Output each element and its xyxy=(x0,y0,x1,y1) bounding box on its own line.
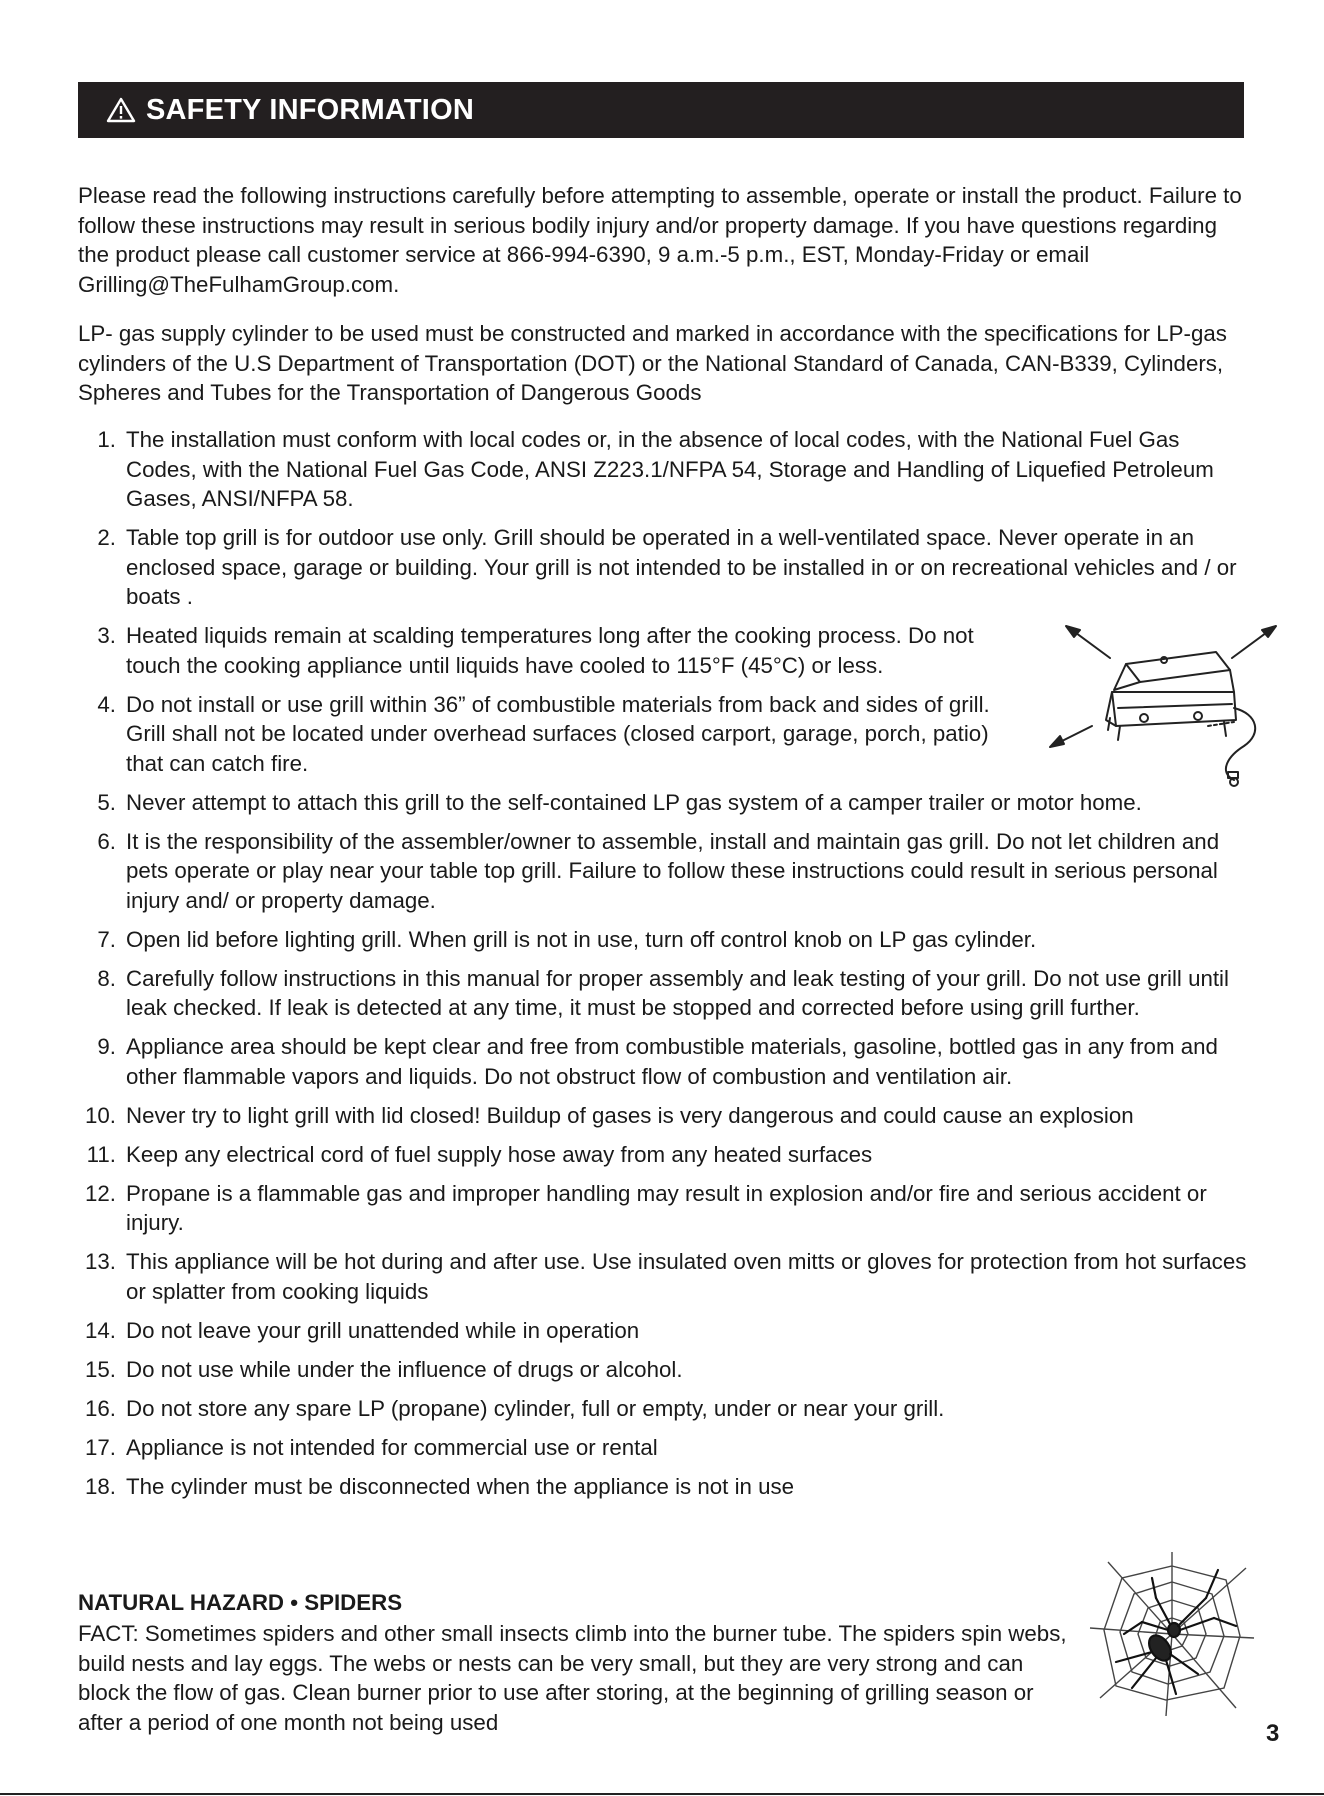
item-number: 3. xyxy=(97,623,116,648)
list-item xyxy=(78,827,1248,916)
list-item xyxy=(78,788,1248,818)
item-number: 7. xyxy=(97,926,116,952)
item-number: 16. xyxy=(85,1395,116,1421)
item-text: The cylinder must be disconnected when the appliance is not in use xyxy=(126,1473,795,1499)
item-text: The installation must conform with local codes or, in the absence of local codes, with the National Fuel Gas Codes, with the National Fuel Gas Code, ANSI Z223.1/NFPA 54, Storage and Handling of Liquefied Petroleum Gases, ANSI/NFPA 58. xyxy=(126,427,1214,511)
list-item xyxy=(78,523,1248,612)
item-text: Appliance is not intended for commercial use or rental xyxy=(126,1434,658,1460)
list-item xyxy=(78,1179,1248,1238)
item-text: It is the responsibility of the assembler/owner to assemble, install and maintain gas grill. Do not let children and pets operate or play near your table top grill. Failure to follow these instructions could result in serious personal injury and/ or property damage. xyxy=(126,828,1220,913)
hazard-paragraph: FACT: Sometimes spiders and other small insects climb into the burner tube. The spiders spin webs, build nests and lay eggs. The webs or nests can be very small, but they are very strong and can block the flow of gas. Clean burner prior to use after storing, at the beginning of grilling season or after a period of one month not being used xyxy=(78,1621,1067,1735)
list-item xyxy=(78,1032,1248,1091)
section-header xyxy=(78,82,1244,138)
item-number: 13. xyxy=(85,1249,116,1274)
section-title: SAFETY INFORMATION xyxy=(146,93,474,126)
list-item xyxy=(78,1140,1248,1170)
item-number: 5. xyxy=(97,789,116,815)
item-text: Propane is a flammable gas and improper handling may result in explosion and/or fire and serious accident or injury. xyxy=(126,1180,1207,1235)
grill-clearance-diagram xyxy=(1048,622,1280,790)
list-item xyxy=(78,1433,1248,1463)
item-text: Carefully follow instructions in this manual for proper assembly and leak testing of your grill. Do not use grill until leak checked. If leak is detected at any time, it must be stopped and corrected before using grill further. xyxy=(126,965,1229,1020)
list-item xyxy=(78,964,1248,1023)
list-item xyxy=(78,1101,1248,1131)
item-number: 9. xyxy=(97,1034,116,1059)
item-text: Appliance area should be kept clear and free from combustible materials, gasoline, bottled gas in any from and other flammable vapors and liquids. Do not obstruct flow of combustion and ventilation air. xyxy=(126,1034,1218,1089)
intro-paragraph: Please read the following instructions carefully before attempting to assemble, operate or install the product. Failure to follow these instructions may result in serious bodily injury and/or property damage. If you have questions regarding the product please call customer service at 866-994-6390, 9 a.m.-5 p.m., EST, Monday-Friday or email Grilling@TheFulhamGroup.com. xyxy=(78,183,1242,297)
list-item xyxy=(78,1355,1248,1385)
item-number: 15. xyxy=(85,1356,116,1382)
item-text: Table top grill is for outdoor use only. Grill should be operated in a well-ventilated space. Never operate in an enclosed space, garage or building. Your grill is not intended to be installed in or on recreational vehicles and / or boats . xyxy=(126,525,1237,609)
item-text: This appliance will be hot during and after use. Use insulated oven mitts or gloves for protection from hot surfaces or splatter from cooking liquids xyxy=(126,1249,1247,1304)
item-number: 6. xyxy=(97,828,116,854)
item-number: 14. xyxy=(85,1317,116,1343)
item-number: 17. xyxy=(85,1434,116,1460)
bottom-rule xyxy=(0,1793,1324,1795)
list-item xyxy=(78,925,1248,955)
lp-cylinder-paragraph: LP- gas supply cylinder to be used must be constructed and marked in accordance with the specifications for LP-gas cylinders of the U.S Department of Transportation (DOT) or the National Standard of Canada, CAN-B339, Cylinders, Spheres and Tubes for the Transportation of Dangerous Goods xyxy=(78,321,1227,405)
warning-triangle-icon xyxy=(106,97,136,123)
spider-web-illustration xyxy=(1086,1548,1258,1720)
item-number: 8. xyxy=(97,965,116,991)
item-text: Never try to light grill with lid closed! Buildup of gases is very dangerous and could cause an explosion xyxy=(126,1102,1134,1128)
list-item xyxy=(78,425,1248,514)
list-item xyxy=(78,1472,1248,1502)
item-number: 12. xyxy=(85,1180,116,1206)
item-text: Do not store any spare LP (propane) cylinder, full or empty, under or near your grill. xyxy=(126,1395,945,1421)
item-text: Do not install or use grill within 36” of combustible materials from back and sides of grill. Grill shall not be located under overhead surfaces (closed carport, garage, porch, patio) that can catch fire. xyxy=(126,691,990,776)
item-text: Open lid before lighting grill. When grill is not in use, turn off control knob on LP gas cylinder. xyxy=(126,926,1037,952)
item-text: Never attempt to attach this grill to the self-contained LP gas system of a camper trailer or motor home. xyxy=(126,789,1142,815)
item-number: 11. xyxy=(86,1141,116,1167)
item-text: Do not use while under the influence of drugs or alcohol. xyxy=(126,1356,683,1382)
item-number: 10. xyxy=(85,1102,116,1128)
list-item xyxy=(78,1247,1248,1306)
item-text: Keep any electrical cord of fuel supply hose away from any heated surfaces xyxy=(126,1141,873,1167)
item-number: 1. xyxy=(97,427,116,452)
list-item xyxy=(78,1394,1248,1424)
item-number: 4. xyxy=(97,691,116,717)
item-number: 18. xyxy=(85,1473,116,1499)
page-number: 3 xyxy=(1266,1720,1280,1747)
list-item xyxy=(78,1316,1248,1346)
item-number: 2. xyxy=(97,525,116,550)
item-text: Heated liquids remain at scalding temperatures long after the cooking process. Do not touch the cooking appliance until liquids have cooled to 115°F (45°C) or less. xyxy=(126,623,974,678)
safety-list xyxy=(78,425,1248,1511)
item-text: Do not leave your grill unattended while in operation xyxy=(126,1317,640,1343)
hazard-heading: NATURAL HAZARD • SPIDERS xyxy=(78,1590,403,1615)
